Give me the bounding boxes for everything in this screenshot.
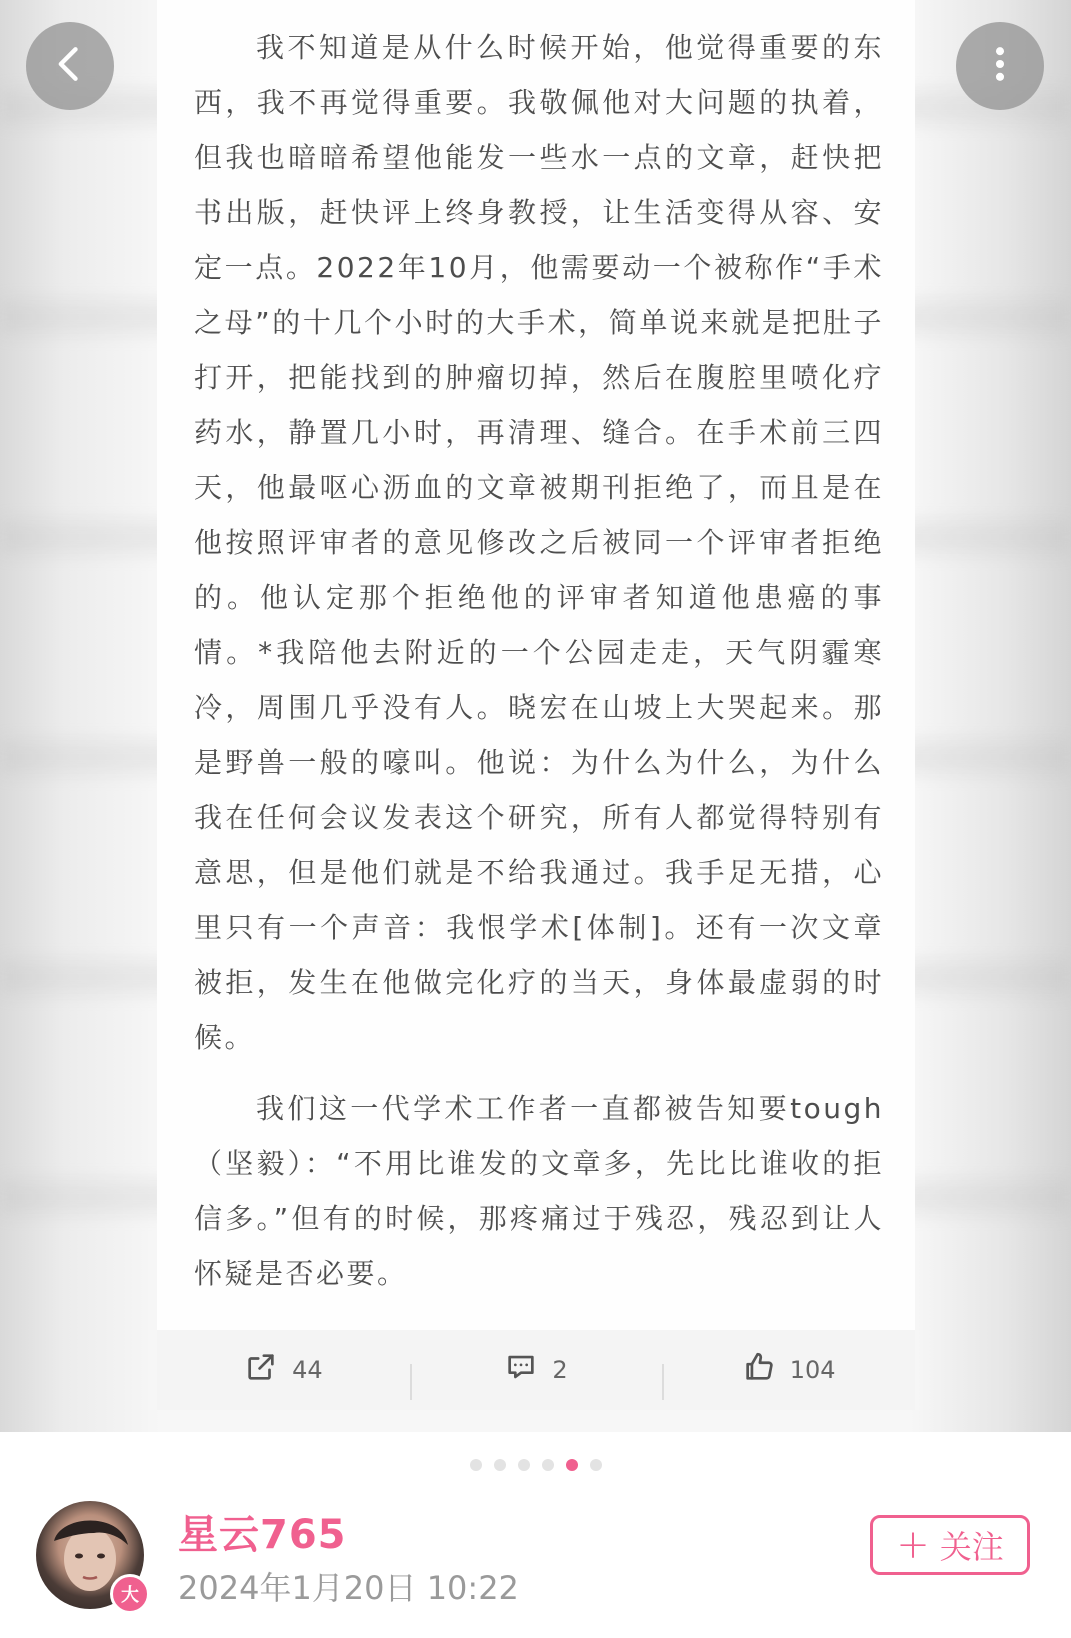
follow-label: 关注 (939, 1528, 1004, 1566)
article-text (194, 20, 884, 1301)
more-vertical-icon (978, 42, 1022, 90)
like-stat[interactable] (662, 1350, 915, 1390)
article-stats-bar (157, 1330, 915, 1410)
pager-dot[interactable] (590, 1459, 602, 1471)
comment-count: 2 (552, 1356, 568, 1384)
thumbs-up-icon (742, 1350, 776, 1390)
pager-dot[interactable] (470, 1459, 482, 1471)
comment-icon (504, 1350, 538, 1390)
follow-button[interactable] (870, 1515, 1030, 1575)
article-paragraph: 我不知道是从什么时候开始，他觉得重要的东西，我不再觉得重要。我敬佩他对大问题的执着，但我也暗暗希望他能发一些水一点的文章，赶快把书出版，赶快评上终身教授，让生活变得从容、安定一点。2022年10月，他需要动一个被称作“手术之母”的十几个小时的大手术，简单说来就是把肚子打开，把能找到的肿瘤切掉，然后在腹腔里喷化疗药水，静置几小时，再清理、缝合。在手术前三四天，他最呕心沥血的文章被期刊拒绝了，而且是在他按照评审者的意见修改之后被同一个评审者拒绝的。他认定那个拒绝他的评审者知道他患癌的事情。*我陪他去附近的一个公园走走，天气阴霾寒冷，周围几乎没有人。晓宏在山坡上大哭起来。那是野兽一般的嚎叫。他说：为什么为什么，为什么我在任何会议发表这个研究，所有人都觉得特别有意思，但是他们就是不给我通过。我手足无措，心里只有一个声音：我恨学术[体制]。还有一次文章被拒，发生在他做完化疗的当天，身体最虚弱的时候。 (194, 31, 884, 1054)
share-stat[interactable] (157, 1350, 410, 1390)
share-icon (244, 1350, 278, 1390)
article-image[interactable] (157, 0, 915, 1410)
back-button[interactable] (26, 22, 114, 110)
pager-dot[interactable] (518, 1459, 530, 1471)
back-chevron-icon (48, 42, 92, 90)
pager-dot[interactable] (542, 1459, 554, 1471)
author-name[interactable]: 星云765 (178, 1512, 347, 1558)
plus-icon: + (896, 1522, 930, 1568)
pager-dot-active[interactable] (566, 1459, 578, 1471)
more-options-button[interactable] (956, 22, 1044, 110)
article-paragraph: 我们这一代学术工作者一直都被告知要tough（坚毅）：“不用比谁发的文章多，先比比谁收的拒信多。”但有的时候，那疼痛过于残忍，残忍到让人怀疑是否必要。 (194, 1092, 884, 1290)
like-count: 104 (789, 1356, 836, 1384)
share-count: 44 (292, 1356, 323, 1384)
level-badge: 大 (110, 1574, 150, 1614)
image-pager (0, 1459, 1071, 1471)
post-timestamp: 2024年1月20日 10:22 (178, 1569, 519, 1607)
pager-dot[interactable] (494, 1459, 506, 1471)
comment-stat[interactable] (410, 1350, 663, 1390)
